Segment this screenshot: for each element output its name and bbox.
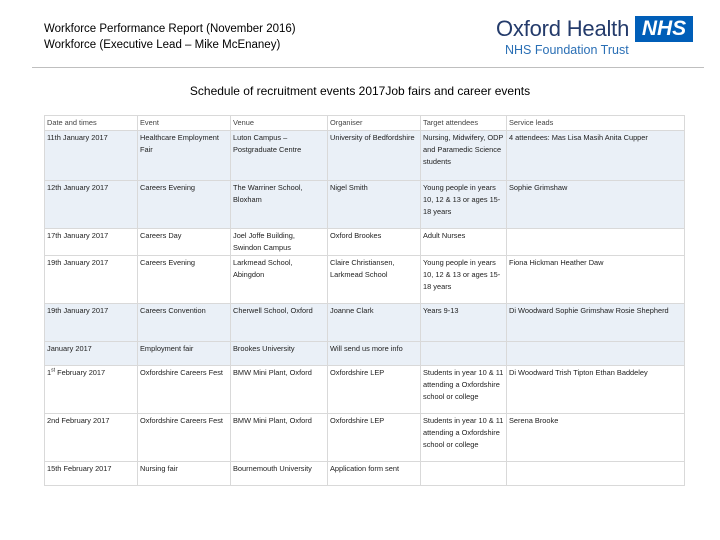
- table-row: [45, 181, 685, 229]
- table-cell: Brookes University: [231, 342, 328, 366]
- table-row: [45, 462, 685, 486]
- table-cell: 11th January 2017: [45, 131, 138, 181]
- table-cell: BMW Mini Plant, Oxford: [231, 366, 328, 414]
- table-cell: 12th January 2017: [45, 181, 138, 229]
- table-cell: Claire Christiansen, Larkmead School: [328, 256, 421, 304]
- table-cell: 17th January 2017: [45, 229, 138, 256]
- table-cell: Students in year 10 & 11 attending a Oxfordshire school or college: [421, 366, 507, 414]
- table-cell: [507, 462, 685, 486]
- table-cell: Joel Joffe Building, Swindon Campus: [231, 229, 328, 256]
- table-cell: Fiona Hickman Heather Daw: [507, 256, 685, 304]
- table-cell: Joanne Clark: [328, 304, 421, 342]
- table-cell: Healthcare Employment Fair: [138, 131, 231, 181]
- table-cell: Years 9-13: [421, 304, 507, 342]
- table-cell: Bournemouth University: [231, 462, 328, 486]
- ordinal-suffix: st: [51, 367, 56, 374]
- table-cell: 19th January 2017: [45, 256, 138, 304]
- table-cell: [421, 342, 507, 366]
- table-cell: Young people in years 10, 12 & 13 or ages 15-18 years: [421, 256, 507, 304]
- table-cell: Nursing, Midwifery, ODP and Paramedic Science students: [421, 131, 507, 181]
- table-cell: [507, 342, 685, 366]
- table-cell: Will send us more info: [328, 342, 421, 366]
- table-cell: Sophie Grimshaw: [507, 181, 685, 229]
- table-row: [45, 414, 685, 462]
- table-cell: Cherwell School, Oxford: [231, 304, 328, 342]
- recruitment-events-table: [44, 115, 685, 486]
- nhs-badge: NHS: [635, 16, 693, 42]
- table-row: [45, 256, 685, 304]
- table-cell: Oxfordshire LEP: [328, 366, 421, 414]
- column-header: Date and times: [45, 116, 138, 131]
- table-cell: Oxfordshire Careers Fest: [138, 414, 231, 462]
- report-title-line2: Workforce (Executive Lead – Mike McEnaney): [44, 39, 281, 51]
- table-cell: Di Woodward Trish Tipton Ethan Baddeley: [507, 366, 685, 414]
- header-divider: [32, 67, 704, 68]
- table-cell: Young people in years 10, 12 & 13 or ages 15-18 years: [421, 181, 507, 229]
- table-cell: Luton Campus – Postgraduate Centre: [231, 131, 328, 181]
- table-cell: Nigel Smith: [328, 181, 421, 229]
- table-cell: BMW Mini Plant, Oxford: [231, 414, 328, 462]
- column-header: Venue: [231, 116, 328, 131]
- table-cell: Employment fair: [138, 342, 231, 366]
- table-cell: 15th February 2017: [45, 462, 138, 486]
- table-row: [45, 131, 685, 181]
- table-cell: Oxford Brookes: [328, 229, 421, 256]
- table-cell: Larkmead School, Abingdon: [231, 256, 328, 304]
- column-header: Event: [138, 116, 231, 131]
- report-title: [44, 21, 296, 53]
- table-cell: University of Bedfordshire: [328, 131, 421, 181]
- table-cell: Application form sent: [328, 462, 421, 486]
- table-cell: Nursing fair: [138, 462, 231, 486]
- table-cell: January 2017: [45, 342, 138, 366]
- column-header: Organiser: [328, 116, 421, 131]
- table-cell: [421, 462, 507, 486]
- column-header: Service leads: [507, 116, 685, 131]
- table-cell: Students in year 10 & 11 attending a Oxfordshire school or college: [421, 414, 507, 462]
- table-cell: Oxfordshire LEP: [328, 414, 421, 462]
- table-cell: Careers Day: [138, 229, 231, 256]
- table-row: [45, 366, 685, 414]
- logo-trust-name: NHS Foundation Trust: [505, 43, 629, 57]
- table-cell: 2nd February 2017: [45, 414, 138, 462]
- column-header: Target attendees: [421, 116, 507, 131]
- table-cell: [507, 229, 685, 256]
- table-cell: 19th January 2017: [45, 304, 138, 342]
- oxford-health-logo: [496, 14, 702, 60]
- table-cell: Di Woodward Sophie Grimshaw Rosie Shepherd: [507, 304, 685, 342]
- schedule-title: Schedule of recruitment events 2017Job fairs and career events: [189, 84, 531, 98]
- table-row: [45, 304, 685, 342]
- table-header-row: [45, 116, 685, 131]
- table-cell: 4 attendees: Mas Lisa Masih Anita Cupper: [507, 131, 685, 181]
- table-row: [45, 342, 685, 366]
- table-row: [45, 229, 685, 256]
- report-title-line1: Workforce Performance Report (November 2016): [44, 23, 296, 35]
- table-cell: The Warriner School, Bloxham: [231, 181, 328, 229]
- table-cell: Careers Convention: [138, 304, 231, 342]
- table-cell: Careers Evening: [138, 181, 231, 229]
- table-cell: 1st February 2017: [45, 366, 138, 414]
- table-cell: Adult Nurses: [421, 229, 507, 256]
- table-cell: Oxfordshire Careers Fest: [138, 366, 231, 414]
- logo-org-name: Oxford Health: [496, 16, 630, 41]
- table-cell: Careers Evening: [138, 256, 231, 304]
- table-cell: Serena Brooke: [507, 414, 685, 462]
